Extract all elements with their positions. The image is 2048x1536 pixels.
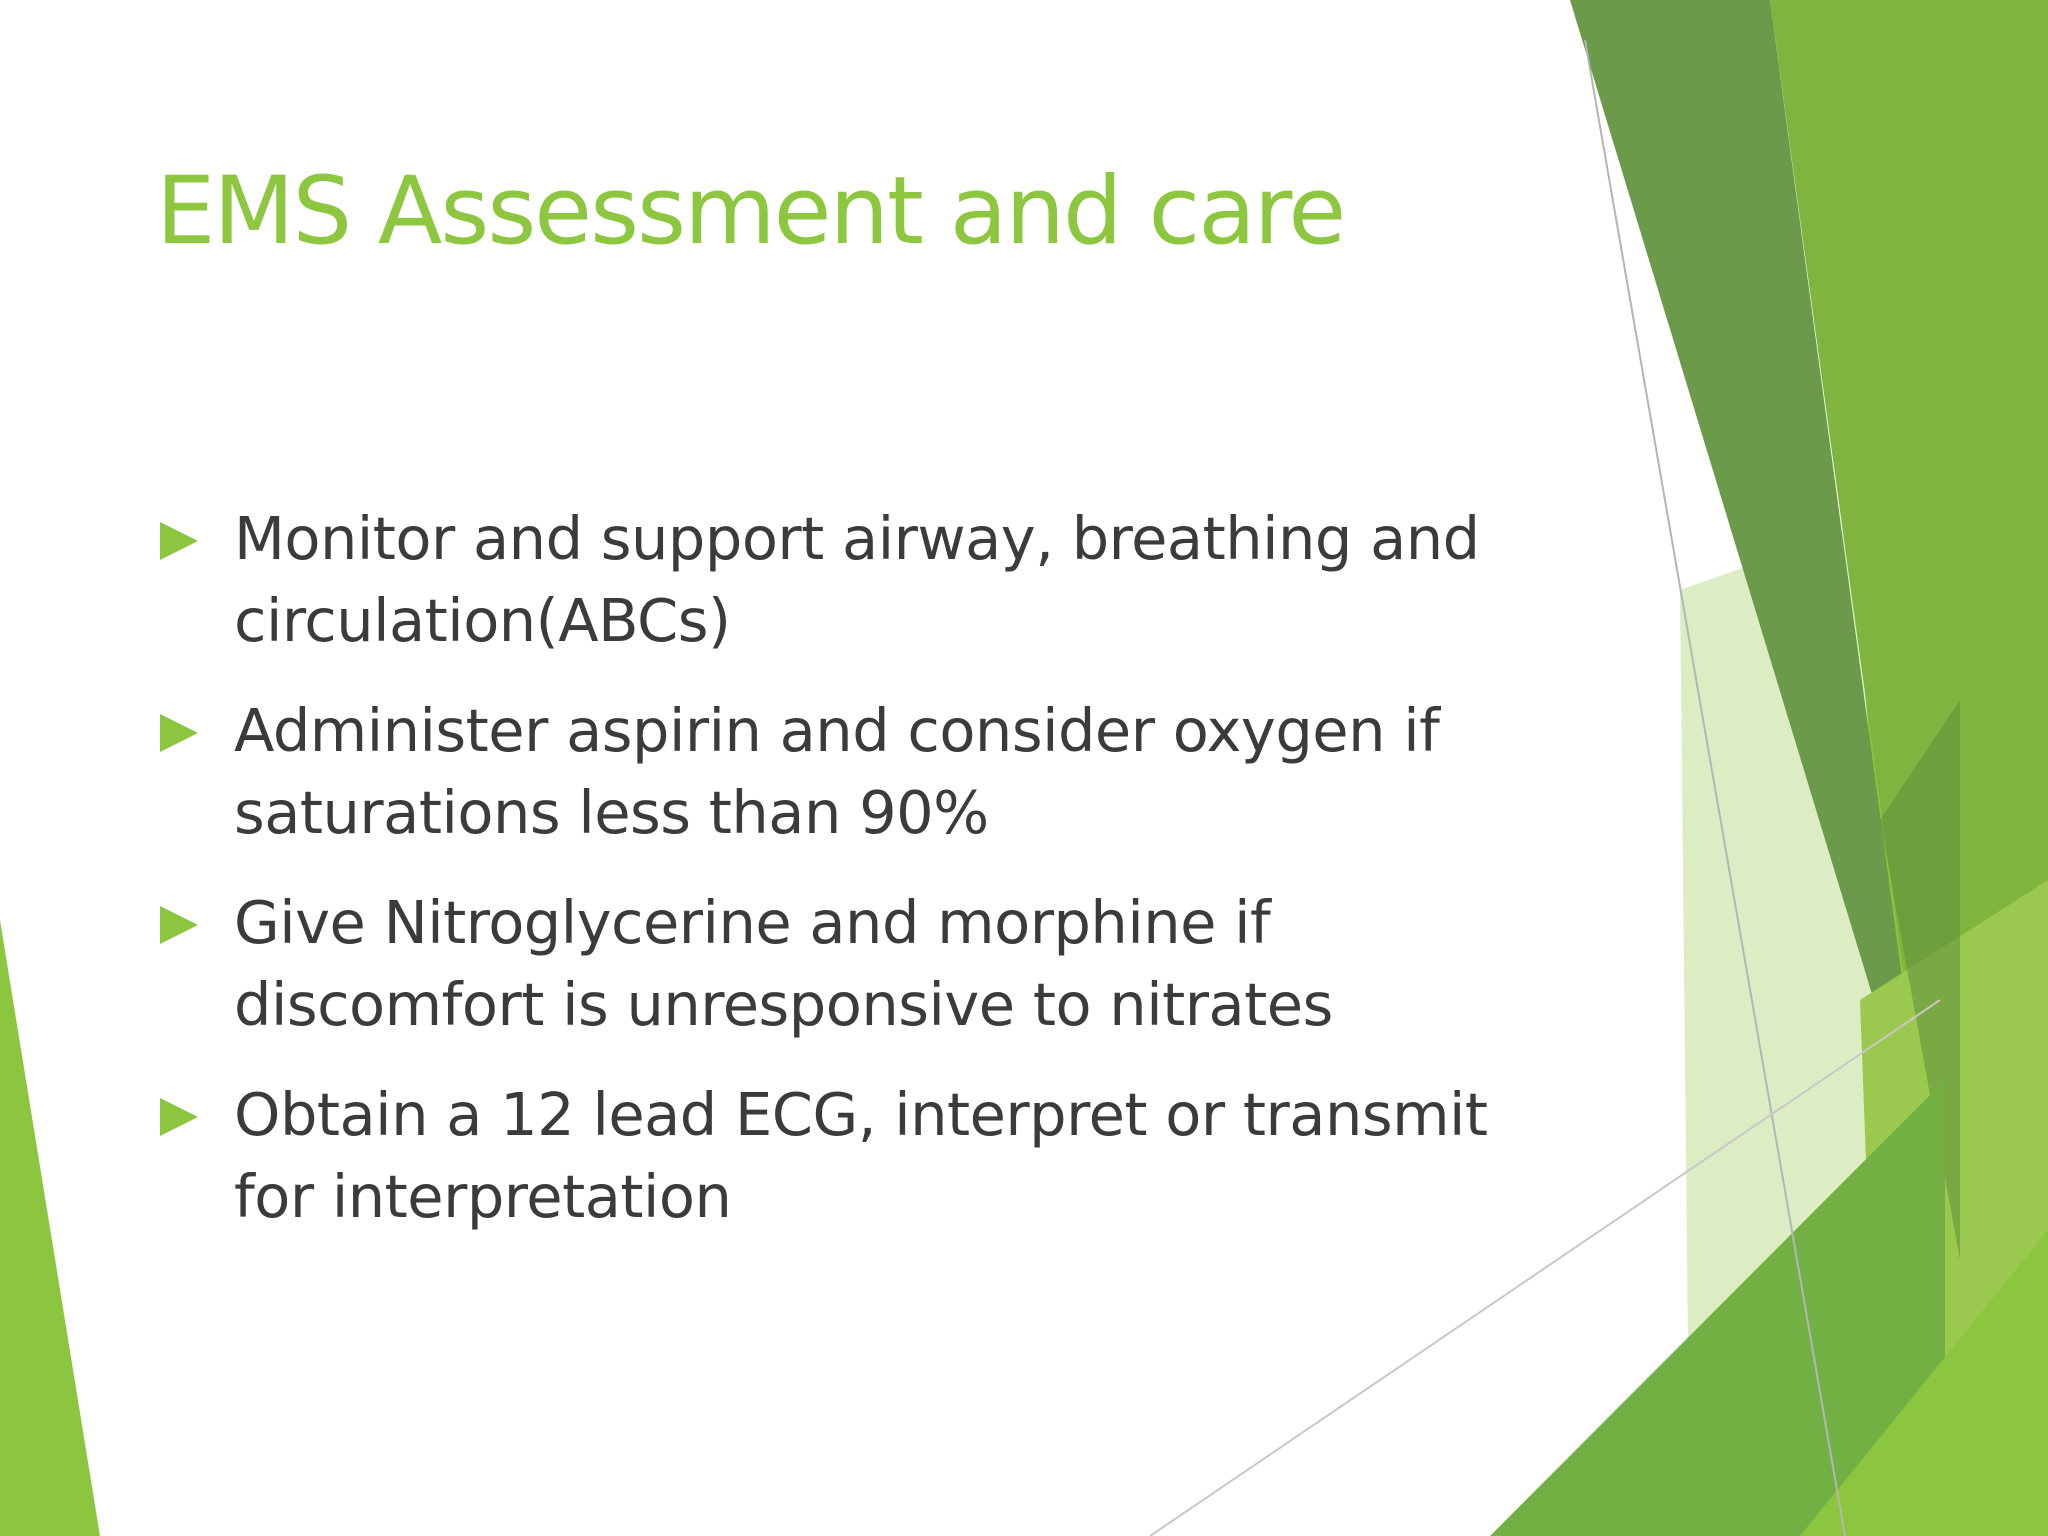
bullet-item: [160, 882, 1580, 1046]
triangle-bullet-icon: [160, 714, 198, 752]
bullet-item: [160, 498, 1580, 662]
bullet-list: [160, 498, 1580, 1266]
slide-title: EMS Assessment and care: [156, 157, 1345, 266]
bullet-text: Give Nitroglycerine and morphine if discomfort is unresponsive to nitrates: [234, 888, 1333, 1039]
bullet-text: Monitor and support airway, breathing and circulation(ABCs): [234, 504, 1480, 655]
triangle-bullet-icon: [160, 1098, 198, 1136]
bullet-item: [160, 690, 1580, 854]
bullet-text: Administer aspirin and consider oxygen if saturations less than 90%: [234, 696, 1440, 847]
left-accent-shape: [0, 920, 100, 1536]
bullet-text: Obtain a 12 lead ECG, interpret or transmit for interpretation: [234, 1080, 1488, 1231]
bullet-item: [160, 1074, 1580, 1238]
triangle-bullet-icon: [160, 522, 198, 560]
triangle-bullet-icon: [160, 906, 198, 944]
